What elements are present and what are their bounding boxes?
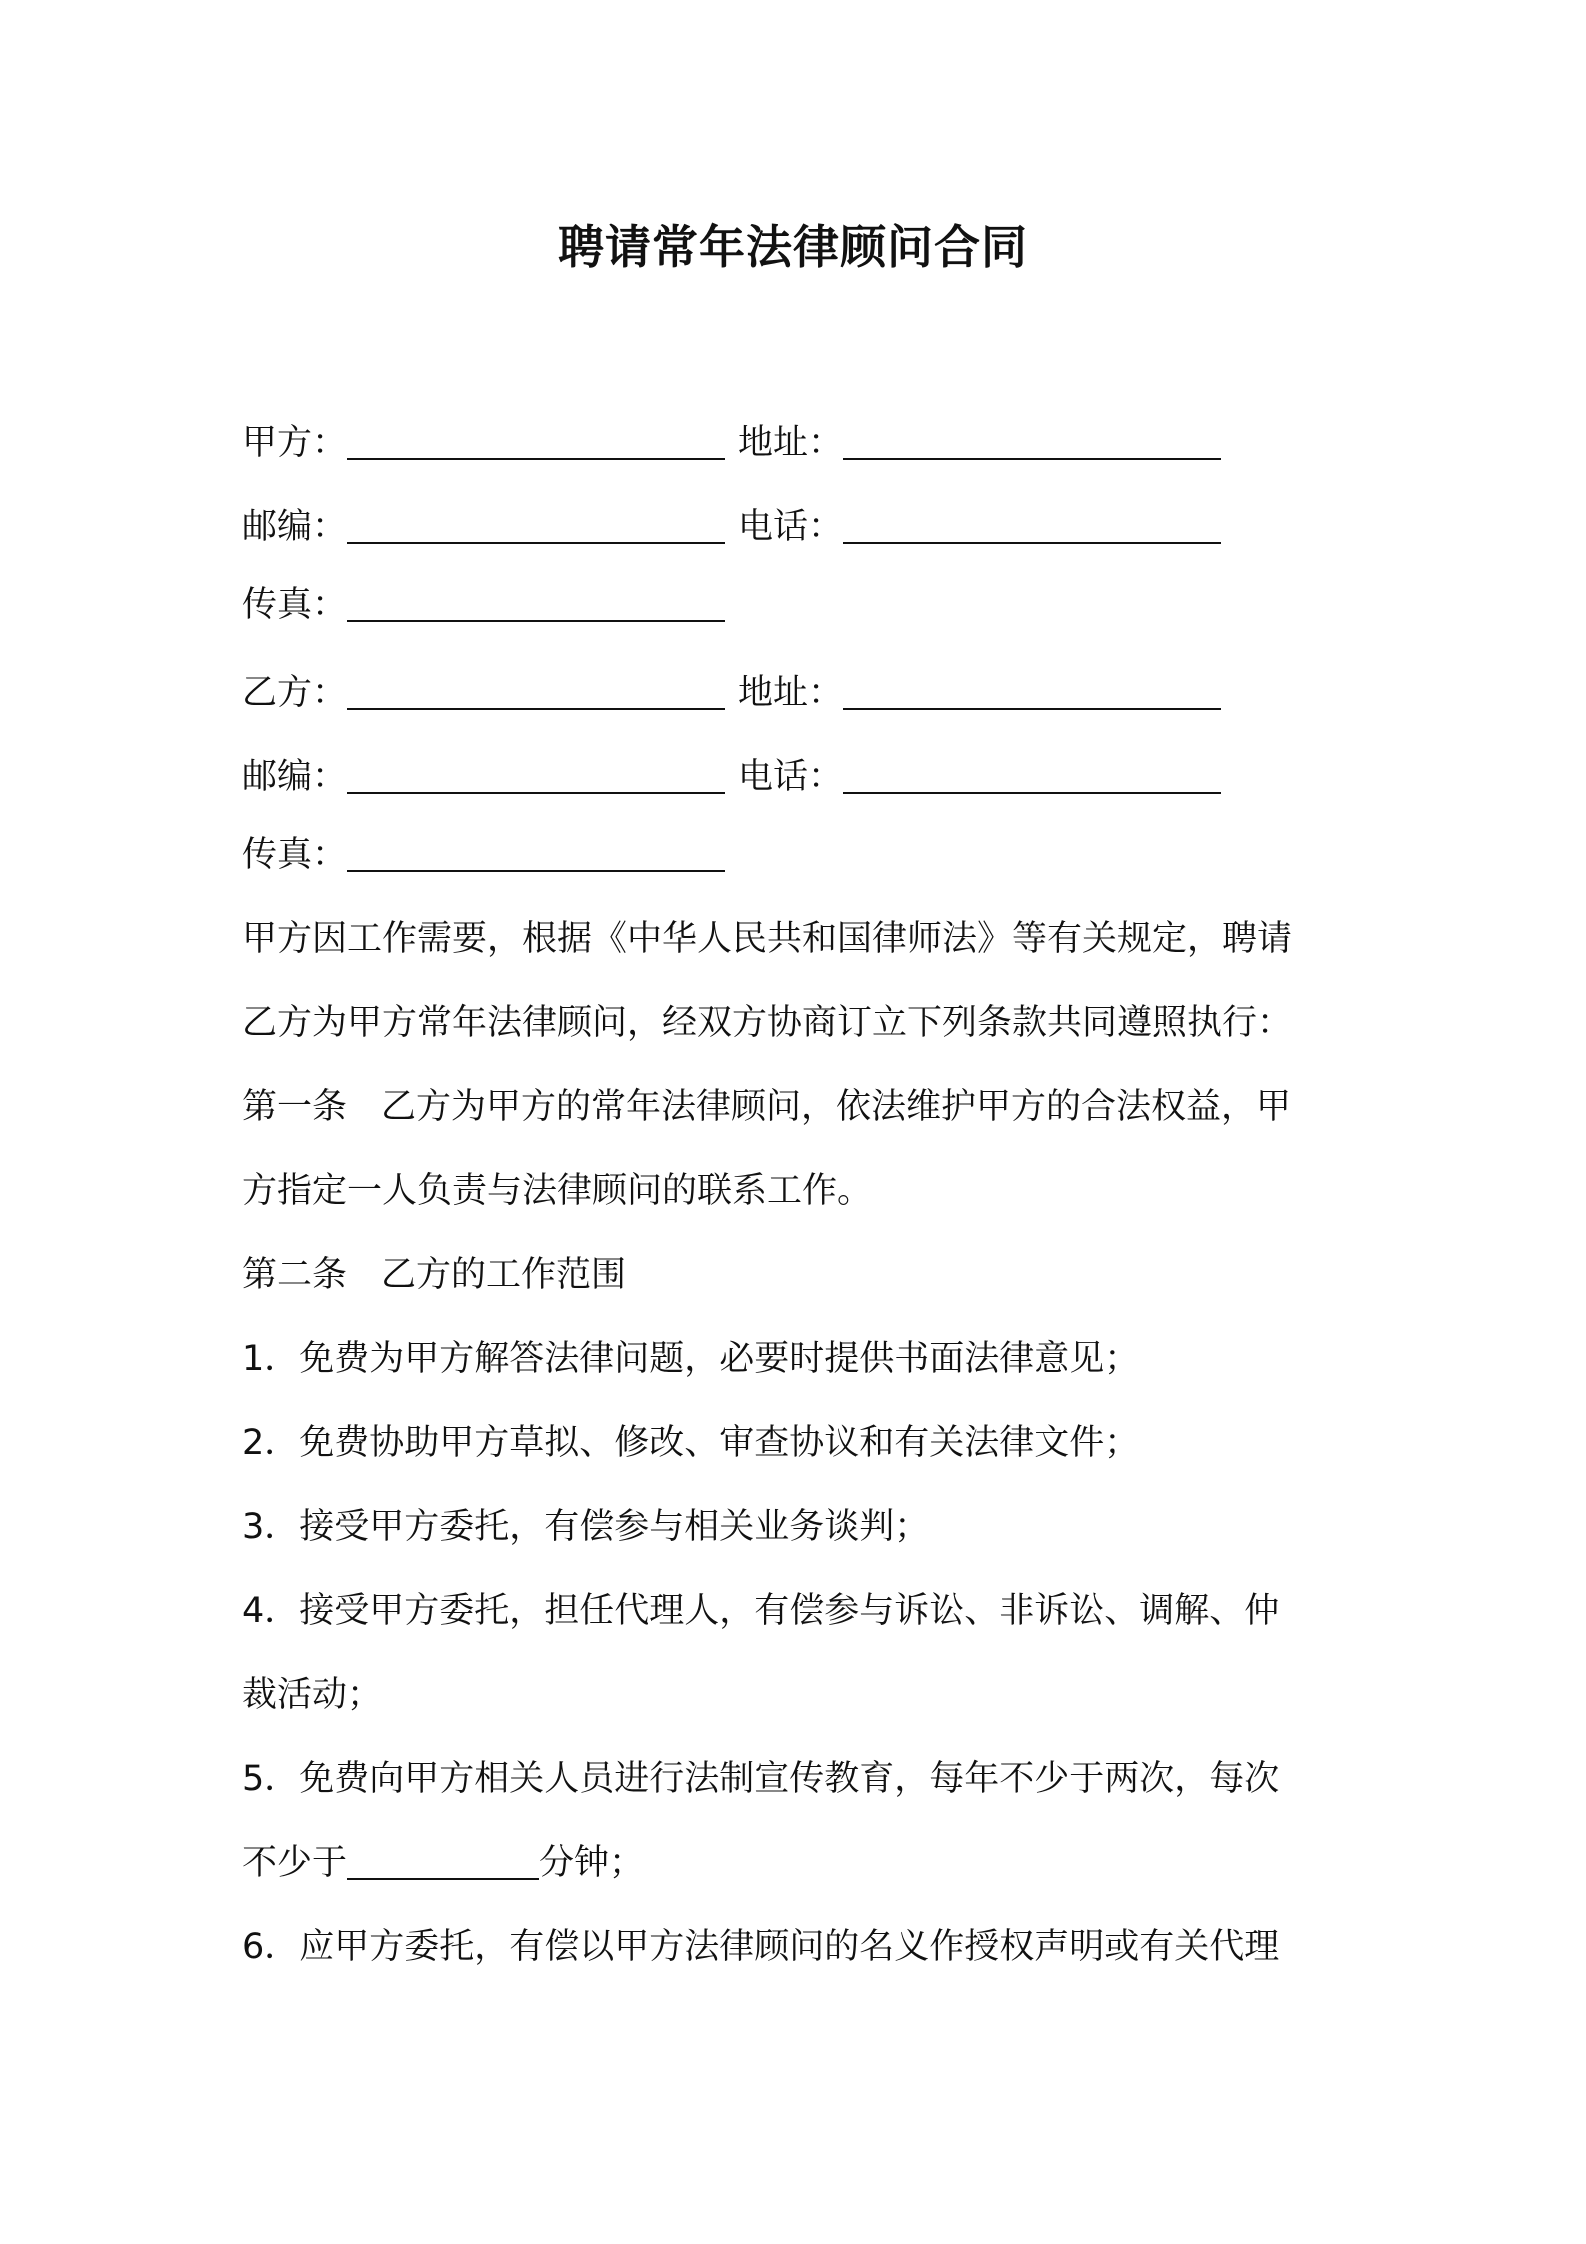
list-item-2: 2．免费协助甲方草拟、修改、审查协议和有关法律文件； bbox=[242, 1423, 1140, 1463]
list-item-1: 1．免费为甲方解答法律问题，必要时提供书面法律意见； bbox=[242, 1339, 1140, 1379]
article-2-line bbox=[242, 1250, 626, 1300]
list-item-3: 3．接受甲方委托，有偿参与相关业务谈判； bbox=[242, 1507, 930, 1547]
preamble-line-2: 乙方为甲方常年法律顾问，经双方协商订立下列条款共同遵照执行： bbox=[242, 1003, 1293, 1043]
party-a-address-label: 地址： bbox=[738, 423, 844, 463]
document-title: 聘请常年法律顾问合同 bbox=[558, 220, 1028, 274]
party-a-postcode-blank[interactable] bbox=[347, 506, 725, 544]
party-b-name-blank[interactable] bbox=[347, 672, 725, 710]
list-item-5-post: 分钟； bbox=[539, 1843, 645, 1883]
party-b-address-label: 地址： bbox=[738, 673, 844, 713]
party-a-name-label: 甲方： bbox=[242, 423, 348, 463]
article-2-title: 乙方的工作范围 bbox=[381, 1255, 627, 1295]
list-item-5-line-2 bbox=[242, 1838, 644, 1888]
preamble-line-1: 甲方因工作需要，根据《中华人民共和国律师法》等有关规定，聘请 bbox=[242, 919, 1293, 959]
party-b-fax-blank[interactable] bbox=[347, 834, 725, 872]
party-b-postcode-label: 邮编： bbox=[242, 757, 348, 797]
party-a-row-3 bbox=[242, 580, 725, 630]
list-item-4-line-1: 4．接受甲方委托，担任代理人，有偿参与诉讼、非诉讼、调解、仲 bbox=[242, 1591, 1280, 1631]
article-2-heading: 第二条 bbox=[242, 1255, 348, 1295]
party-b-phone-blank[interactable] bbox=[843, 756, 1221, 794]
party-a-row-2 bbox=[242, 502, 844, 552]
article-1-line-2: 方指定一人负责与法律顾问的联系工作。 bbox=[242, 1171, 873, 1211]
minutes-blank[interactable] bbox=[347, 1842, 539, 1880]
party-b-fax-label: 传真： bbox=[242, 835, 348, 875]
list-item-5-pre: 不少于 bbox=[242, 1843, 348, 1883]
party-a-row-1 bbox=[242, 418, 844, 468]
party-b-name-label: 乙方： bbox=[242, 673, 348, 713]
party-b-phone-label: 电话： bbox=[738, 757, 844, 797]
party-b-row-2 bbox=[242, 752, 844, 802]
article-1-text-1: 乙方为甲方的常年法律顾问，依法维护甲方的合法权益，甲 bbox=[381, 1087, 1292, 1127]
party-b-postcode-blank[interactable] bbox=[347, 756, 725, 794]
party-a-phone-label: 电话： bbox=[738, 507, 844, 547]
article-1-line-1 bbox=[242, 1082, 1291, 1132]
list-item-6: 6．应甲方委托，有偿以甲方法律顾问的名义作授权声明或有关代理 bbox=[242, 1927, 1280, 1967]
list-item-5-line-1: 5．免费向甲方相关人员进行法制宣传教育，每年不少于两次，每次 bbox=[242, 1759, 1280, 1799]
party-a-name-blank[interactable] bbox=[347, 422, 725, 460]
party-a-fax-label: 传真： bbox=[242, 585, 348, 625]
party-a-address-blank[interactable] bbox=[843, 422, 1221, 460]
party-b-row-3 bbox=[242, 830, 725, 880]
party-a-postcode-label: 邮编： bbox=[242, 507, 348, 547]
party-b-address-blank[interactable] bbox=[843, 672, 1221, 710]
article-1-heading: 第一条 bbox=[242, 1087, 348, 1127]
party-a-phone-blank[interactable] bbox=[843, 506, 1221, 544]
party-b-row-1 bbox=[242, 668, 844, 718]
party-a-fax-blank[interactable] bbox=[347, 584, 725, 622]
list-item-4-line-2: 裁活动； bbox=[242, 1675, 383, 1715]
